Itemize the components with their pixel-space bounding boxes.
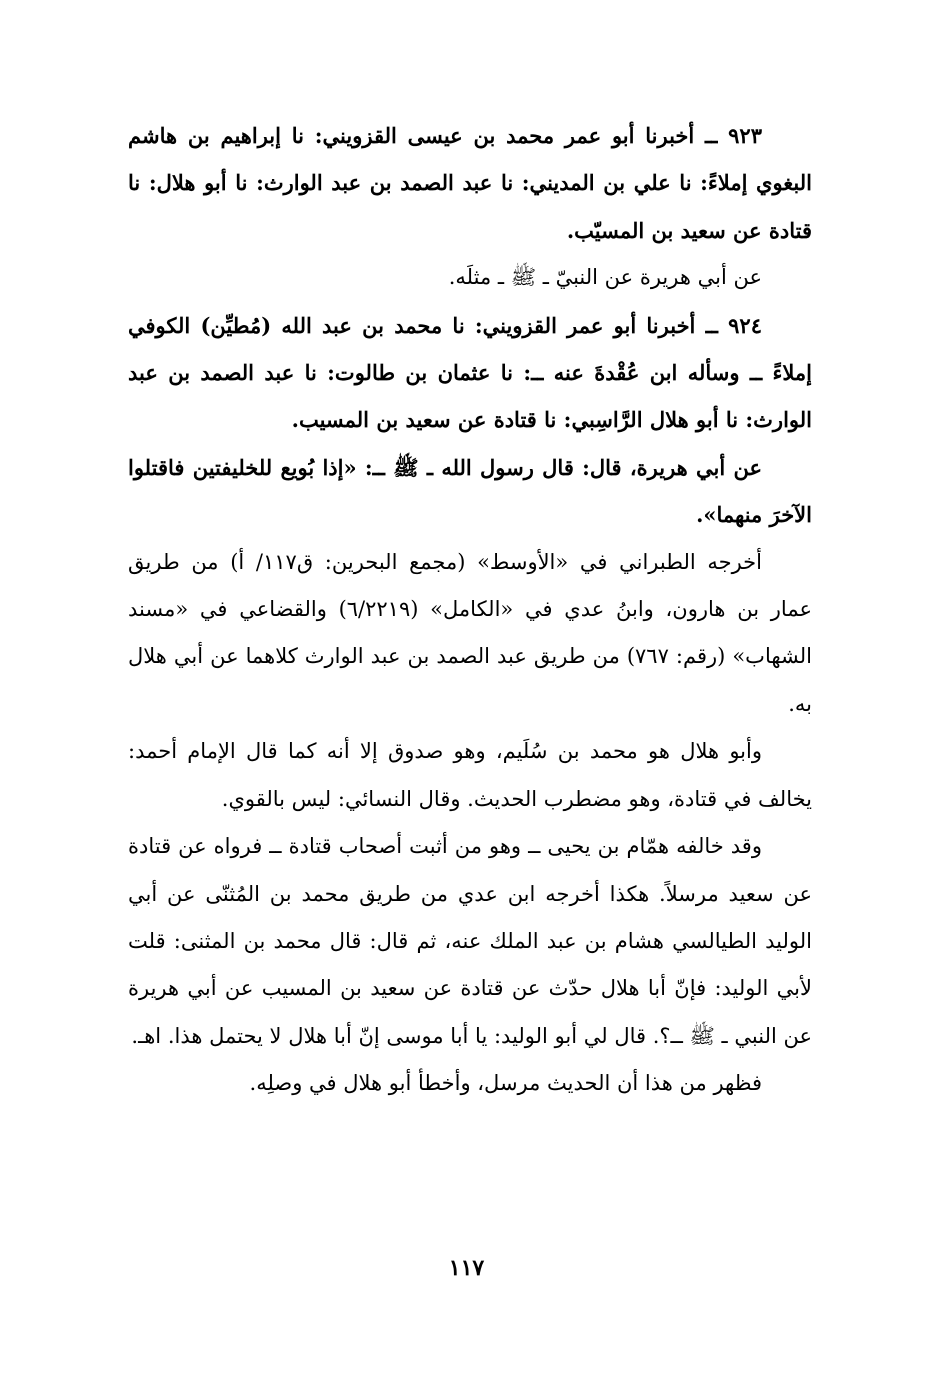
hadith-923-matn: عن أبي هريرة عن النبيّ ـ ﷺ ـ مثلَه. (448, 265, 762, 290)
page-text (128, 112, 812, 1108)
page-number: ١١٧ (448, 1255, 485, 1281)
conclusion-paragraph: فظهر من هذا أن الحديث مرسل، وأخطأ أبو هلال في وصلِه. (249, 1071, 762, 1096)
discrepancy-paragraph: وقد خالفه همّام بن يحيى ــ وهو من أثبت أصحاب قتادة ــ فرواه عن قتادة عن سعيد مرسلاً. هكذا أخرجه ابن عدي من طريق محمد بن المُثنّى عن أبي الوليد الطيالسي هشام بن عبد الملك عنه، ثم قال: قال محمد بن المثنى: قلت لأبي الوليد: فإنّ أبا هلال حدّث عن قتادة عن سعيد بن المسيب عن أبي هريرة عن النبي ـ ﷺ ــ؟. قال لي أبو الوليد: يا أبا موسى إنّ أبا هلال لا يحتمل هذا. اهـ. (128, 834, 812, 1048)
narrator-note-paragraph: وأبو هلال هو محمد بن سُلَيم، وهو صدوق إلا أنه كما قال الإمام أحمد: يخالف في قتادة، وهو مضطرب الحديث. وقال النسائي: ليس بالقوي. (128, 739, 812, 811)
hadith-924-matn: عن أبي هريرة، قال: قال رسول الله ـ ﷺ ــ: «إذا بُويع للخليفتين فاقتلوا الآخرَ منهما». (128, 454, 812, 528)
hadith-924-isnad: ٩٢٤ ــ أخبرنا أبو عمر القزويني: نا محمد بن عبد الله (مُطيِّن) الكوفي إملاءً ــ وسأله ابن عُقْدةَ عنه ــ: نا عثمان بن طالوت: نا عبد الصمد بن عبد الوارث: نا أبو هلال الرَّاسِبي: نا قتادة عن سعيد بن المسيب. (128, 312, 812, 433)
hadith-923-isnad: ٩٢٣ ــ أخبرنا أبو عمر محمد بن عيسى القزويني: نا إبراهيم بن هاشم البغوي إملاءً: نا علي بن المديني: نا عبد الصمد بن عبد الوارث: نا أبو هلال: نا قتادة عن سعيد بن المسيّب. (128, 123, 812, 243)
takhrij-paragraph: أخرجه الطبراني في «الأوسط» (مجمع البحرين: ق١١٧/ أ) من طريق عمار بن هارون، وابنُ عدي في «الكامل» (٦/٢٢١٩) والقضاعي في «مسند الشهاب» (رقم: ٧٦٧) من طريق عبد الصمد بن عبد الوارث كلاهما عن أبي هلال به. (128, 549, 812, 716)
